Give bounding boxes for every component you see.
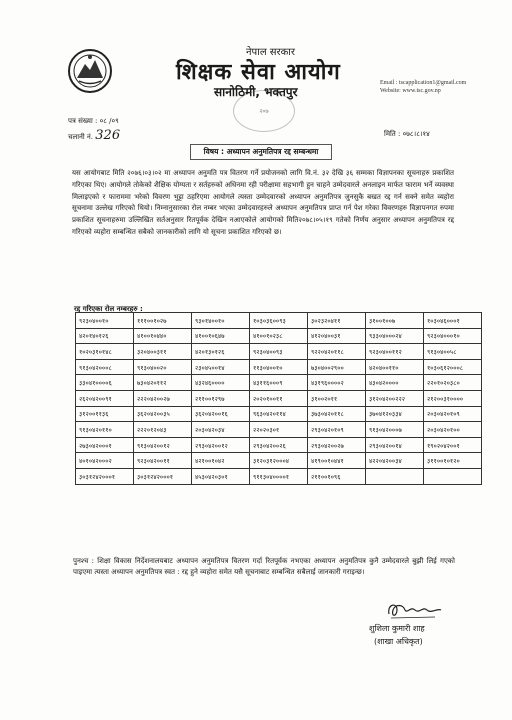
roll-number-cell: ९१३०४००५८	[424, 344, 482, 360]
roll-number-cell: ३६२०४२००३५	[134, 406, 192, 422]
roll-number-cell	[424, 468, 482, 484]
roll-number-cell: ९६३०४२०११४	[250, 406, 308, 422]
dispatch-label: चलानी नं.	[68, 133, 94, 141]
table-caption: रद्द गरिएका रोल नम्बरहरु :	[74, 305, 143, 313]
roll-number-cell: ४२२०४२००३४	[366, 453, 424, 469]
roll-number-cell: ३१२०३१२०००४	[250, 453, 308, 469]
roll-number-cell: ४३०४२००००	[366, 375, 424, 391]
roll-number-cell: ३०३१२४२०००१	[134, 468, 192, 484]
roll-number-cell: ४१२०४००३१	[308, 328, 366, 344]
roll-number-cell: २०३०४२०३४	[192, 422, 250, 438]
roll-number-cell: ३१००१००७	[366, 313, 424, 329]
roll-number-cell: २१२००३१००००	[424, 390, 482, 406]
roll-number-cell	[366, 468, 424, 484]
roll-number-cell: ९१३०४००२०	[134, 359, 192, 375]
roll-number-cell: ९२३०४००९३	[250, 344, 308, 360]
roll-number-cell: ४१९००१०४४१	[308, 453, 366, 469]
roll-number-cell: २११००१०९६	[308, 468, 366, 484]
roll-number-cell: ४१००१०२३८	[250, 328, 308, 344]
roll-number-cell: १०३०४६०००१	[424, 313, 482, 329]
roll-number-cell: ९२३०४००१०	[76, 313, 134, 329]
signatory-title: (शाखा अधिकृत)	[374, 637, 423, 646]
roll-number-cell: ९१३०४२००१२	[134, 437, 192, 453]
roll-number-cell: ९२३०४०००१०	[424, 328, 482, 344]
roll-number-cell: ४१००१०६४७	[192, 328, 250, 344]
roll-number-cell: २९३०४२००२६	[250, 437, 308, 453]
date-value: ०७८।८।१४	[402, 130, 430, 138]
table-row	[76, 375, 482, 391]
organization-address: सानोठिमी, भक्तपुर	[214, 85, 298, 99]
table-row	[76, 390, 482, 406]
roll-number-cell: ९११३०४००००१	[250, 468, 308, 484]
roll-number-cell: ३२०४००३११	[134, 344, 192, 360]
nepal-emblem-icon	[67, 48, 113, 94]
roll-number-cell: ९२३०४२००११	[134, 453, 192, 469]
roll-number-cell: २२०१०२०३८०	[424, 375, 482, 391]
roll-number-cell: ३१२०४२००२२२	[366, 390, 424, 406]
roll-number-cell: ३७३०४२०११८	[308, 406, 366, 422]
roll-number-cell: ९१३०४२०११०	[76, 422, 134, 438]
handwritten-signature	[383, 598, 445, 622]
roll-number-cell: ३७०४१२०३३४	[366, 406, 424, 422]
roll-number-cell: ३०३१२४२०००१	[76, 468, 134, 484]
roll-number-cell: ४३२४६००००	[192, 375, 250, 391]
date-label: मिति :	[384, 130, 401, 138]
roll-number-cell: १११००१०२७	[134, 313, 192, 329]
roll-number-cell: ९२३०४००११२	[366, 344, 424, 360]
roll-number-cell: २७३०४२०००१	[76, 437, 134, 453]
subject-box: विषय : अध्यापन अनुमतिपत्र रद्द सम्बन्धमा	[190, 144, 332, 160]
issue-date	[384, 130, 430, 139]
table-row	[76, 437, 482, 453]
dispatch-value: 326	[95, 128, 121, 143]
table-row	[76, 344, 482, 360]
roll-number-cell: २०३०४२०१०९	[424, 406, 482, 422]
email-text: Email : tscapplication1@gmail.com	[380, 80, 467, 86]
roll-number-cell: १९०२०४२००१	[424, 437, 482, 453]
roll-number-cell: ९२२०४२०११८	[308, 344, 366, 360]
table-row	[76, 359, 482, 375]
table-row	[76, 468, 482, 484]
roll-number-cell: ९१३०४२०००७	[366, 422, 424, 438]
roll-number-cell: ११३०४००१०	[250, 359, 308, 375]
roll-number-cell: २२२०१२०४३	[134, 422, 192, 438]
table-row	[76, 406, 482, 422]
roll-number-cell: ४३१९६००००२	[308, 375, 366, 391]
roll-number-cell: २०२०१००११	[250, 390, 308, 406]
ref-label: पत्र संख्या :	[68, 117, 98, 125]
table-row	[76, 313, 482, 329]
roll-number-cell: ७३०४२०११२	[134, 375, 192, 391]
roll-number-cell: २९३०४२००१४	[366, 437, 424, 453]
roll-number-cell: ४०१०४२०००२	[76, 453, 134, 469]
roll-number-cell: २११००१२९७	[192, 390, 250, 406]
signatory-name: शुशिला कुमारी शाह	[369, 624, 425, 633]
roll-number-cell: ३३०४१००००६	[76, 375, 134, 391]
table-row	[76, 422, 482, 438]
roll-number-cell: ४२०१३०१२६	[192, 344, 250, 360]
roll-number-cell: ३१२००११३६	[76, 406, 134, 422]
roll-number-cell: २२०२०३०१	[250, 422, 308, 438]
roll-number-cell: २३०४५००१४	[192, 359, 250, 375]
roll-number-cell: ४२१००१०४२	[192, 453, 250, 469]
roll-number-cell: १०३०६१२०००८	[424, 359, 482, 375]
table-row	[76, 453, 482, 469]
roll-number-cell: २०३०४२०१००	[424, 422, 482, 438]
roll-number-cell: ४५३०४२०३०१	[192, 468, 250, 484]
roll-number-cell: ३६२०४२००१६	[192, 406, 250, 422]
roll-number-cell: ३०२३२०४११	[308, 313, 366, 329]
roll-number-cell: २९३०४२०१०९	[308, 422, 366, 438]
postscript-text: पुनश्च : शिक्षा विकास निर्देशनालयबाट अध्यापन अनुमतिपत्र वितरण गर्दा रितपूर्वक नभएका अध्यापन अनुमतिपत्र कुनै उम्मेदवारले बुझी लिई गएको पाइएमा त्यस्ता अध्यापन अनुमतिपत्र स्वत : रद्द हुने व्यहोरा समेत यसै सूचनाबाट सम्बन्धित सबैलाई जानकारी गराइन्छ।	[73, 557, 455, 576]
government-label: नेपाल सरकार	[246, 47, 295, 58]
website-text: Website: www.tsc.gov.np	[380, 88, 441, 94]
notice-body: यस आयोगबाट मिति २०७६।०३।०२ मा अध्यापन अनुमति पत्र वितरण गर्ने प्रयोजनको लागि वि.नं. ३२ देखि ३६ सम्मका विज्ञापनका सूचनाहरु प्रकाशित गरिएका थिए। आयोगले तोकेको शैक्षिक योग्यता र सर्तहरुको अधिनमा रही परीक्षामा सहभागी हुन चाहने उम्मेदवारले अनलाइन मार्फत फाराम भर्ने व्यवस्था मिलाइएको र फाराममा भरेको विवरण भुट्टा ठहरिएमा आयोगले त्यस्ता उम्मेदवारको अध्यापन अनुमतिपत्र जुनसुकै बखत रद्द गर्न सक्ने समेत व्यहोरा सूचनामा उल्लेख गरिएको थियो। निम्नानुसारका रोल नम्बर भएका उम्मेदवारहरुले अध्यापन अनुमतिपत्र प्राप्त गर्न पेश गरेका विवरणहरु विज्ञापनगत रुपमा प्रकाशित सूचनाहरुमा उल्लिखित सर्तअनुसार रितपूर्वक देखिन नआएकोले आयोगको मिति२०७८।०५।१९ गतेको निर्णय अनुसार अध्यापन अनुमतिपत्र रद्द गरिएको व्यहोरा सम्बन्धित सबैको जानकारीको लागि यो सूचना प्रकाशित गरिएको छ।	[72, 169, 454, 236]
roll-number-cell: ३११००१०१२०	[424, 453, 482, 469]
roll-number-cell: १०२०३१०१४८	[76, 344, 134, 360]
stamp-text: २०७	[259, 108, 269, 115]
roll-number-cell: ४३११६०००९	[250, 375, 308, 391]
reference-number	[68, 117, 119, 126]
roll-number-cell: ४१००१०४४०	[134, 328, 192, 344]
roll-number-cell: ४२०४००११०	[366, 359, 424, 375]
ref-value: ०८ /०९	[99, 117, 119, 125]
roll-number-cell: १०३०३६००९३	[250, 313, 308, 329]
roll-number-cell: ४२०१४०१२६	[76, 328, 134, 344]
roll-number-cell: ७३०४००२९००	[308, 359, 366, 375]
roll-number-cell: २२२०४२००२७	[134, 390, 192, 406]
roll-number-cell: ३१००२०११	[308, 390, 366, 406]
roll-number-table	[75, 312, 482, 485]
roll-number-cell: ९१३०४२०००८	[76, 359, 134, 375]
roll-number-cell: २९३०४२००२७	[308, 437, 366, 453]
dispatch-number	[68, 128, 120, 143]
office-stamp	[233, 90, 295, 132]
table-row	[76, 328, 482, 344]
roll-number-cell: ९३०१४००१०	[192, 313, 250, 329]
roll-number-cell: २९३०४२००१२	[192, 437, 250, 453]
roll-number-cell: ९३३०४०००२४	[366, 328, 424, 344]
organization-title: शिक्षक सेवा आयोग	[176, 60, 341, 85]
roll-number-cell: २६२०४२००९१	[76, 390, 134, 406]
